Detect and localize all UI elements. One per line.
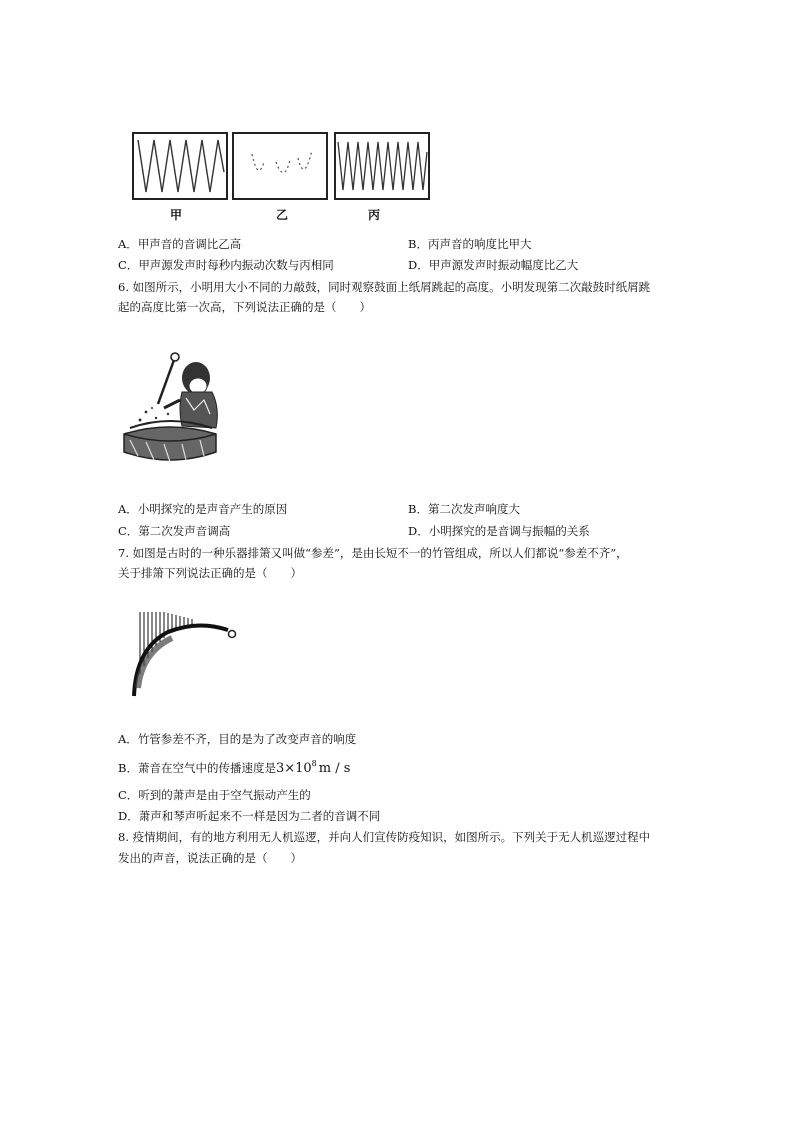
question-text: 如图所示，小明用大小不同的力敲鼓，同时观察鼓面上纸屑跳起的高度。小明发现第二次敲鼓时纸屑跳 xyxy=(132,280,651,294)
question-text: 如图是古时的一种乐器排箫又叫做“参差”，是由长短不一的竹管组成，所以人们都说“参差不齐”， xyxy=(132,546,628,560)
option-label: C． xyxy=(118,788,139,802)
option-label: A． xyxy=(118,502,138,516)
option-label: C． xyxy=(118,258,139,272)
formula-unit: m / s xyxy=(318,761,351,776)
option-label: A． xyxy=(118,732,138,746)
option-text: 萧音在空气中的传播速度是 xyxy=(137,761,276,775)
q6-option-b xyxy=(408,501,520,517)
waveform-label-bing: 丙 xyxy=(368,208,381,222)
q5-option-b xyxy=(408,236,531,252)
q7-option-c xyxy=(118,787,311,803)
q8-stem-line2: 发出的声音，说法正确的是（ ） xyxy=(118,851,302,865)
q7-option-a xyxy=(118,731,356,747)
q5-option-c xyxy=(118,257,334,273)
option-text: 小明探究的是声音产生的原因 xyxy=(137,502,288,516)
option-label: A． xyxy=(118,237,138,251)
option-label: B． xyxy=(408,502,428,516)
option-text: 竹管参差不齐，目的是为了改变声音的响度 xyxy=(137,732,357,746)
option-label: D． xyxy=(408,258,429,272)
option-label: D． xyxy=(408,524,429,538)
waveform-label-jia: 甲 xyxy=(170,208,183,222)
option-label: C． xyxy=(118,524,139,538)
q5-option-d xyxy=(408,257,578,273)
waveform-yi xyxy=(232,132,328,200)
question-number: 6. xyxy=(118,280,129,294)
option-text: 萧声和琴声听起来不一样是因为二者的音调不同 xyxy=(138,809,381,823)
q8-stem-line1 xyxy=(118,829,650,845)
option-text: 听到的萧声是由于空气振动产生的 xyxy=(138,788,311,802)
drum-illustration xyxy=(116,348,226,468)
option-text: 甲声源发声时每秒内振动次数与丙相同 xyxy=(138,258,334,272)
option-text: 甲声音的音调比乙高 xyxy=(137,237,242,251)
option-label: D． xyxy=(118,809,139,823)
speed-formula xyxy=(276,761,350,776)
q6-option-c xyxy=(118,523,230,539)
q7-stem-line1 xyxy=(118,545,628,561)
question-number: 7. xyxy=(118,546,129,560)
waveform-jia xyxy=(132,132,228,200)
q6-option-a xyxy=(118,501,287,517)
panpipe-illustration xyxy=(128,608,248,698)
q6-stem-line2: 起的高度比第一次高，下列说法正确的是（ ） xyxy=(118,300,371,314)
waveform-label-yi: 乙 xyxy=(276,208,289,222)
q7-option-d xyxy=(118,808,380,824)
q6-option-d xyxy=(408,523,590,539)
option-text: 甲声源发声时振动幅度比乙大 xyxy=(428,258,579,272)
waveform-figure xyxy=(128,128,438,223)
q5-option-a xyxy=(118,236,241,252)
option-label: B． xyxy=(118,761,138,775)
q6-stem-line1 xyxy=(118,279,650,295)
option-text: 第二次发声音调高 xyxy=(138,524,231,538)
option-label: B． xyxy=(408,237,428,251)
q7-option-b xyxy=(118,760,350,777)
formula-exponent: 8 xyxy=(311,759,317,768)
question-text: 疫情期间，有的地方利用无人机巡逻，并向人们宣传防疫知识，如图所示。下列关于无人机巡逻过程中 xyxy=(132,830,651,844)
option-text: 小明探究的是音调与振幅的关系 xyxy=(428,524,590,538)
formula-base: 3×10 xyxy=(275,761,312,776)
q7-stem-line2: 关于排箫下列说法正确的是（ ） xyxy=(118,566,302,580)
waveform-bing xyxy=(334,132,430,200)
option-text: 第二次发声响度大 xyxy=(427,502,520,516)
question-number: 8. xyxy=(118,830,129,844)
option-text: 丙声音的响度比甲大 xyxy=(427,237,532,251)
